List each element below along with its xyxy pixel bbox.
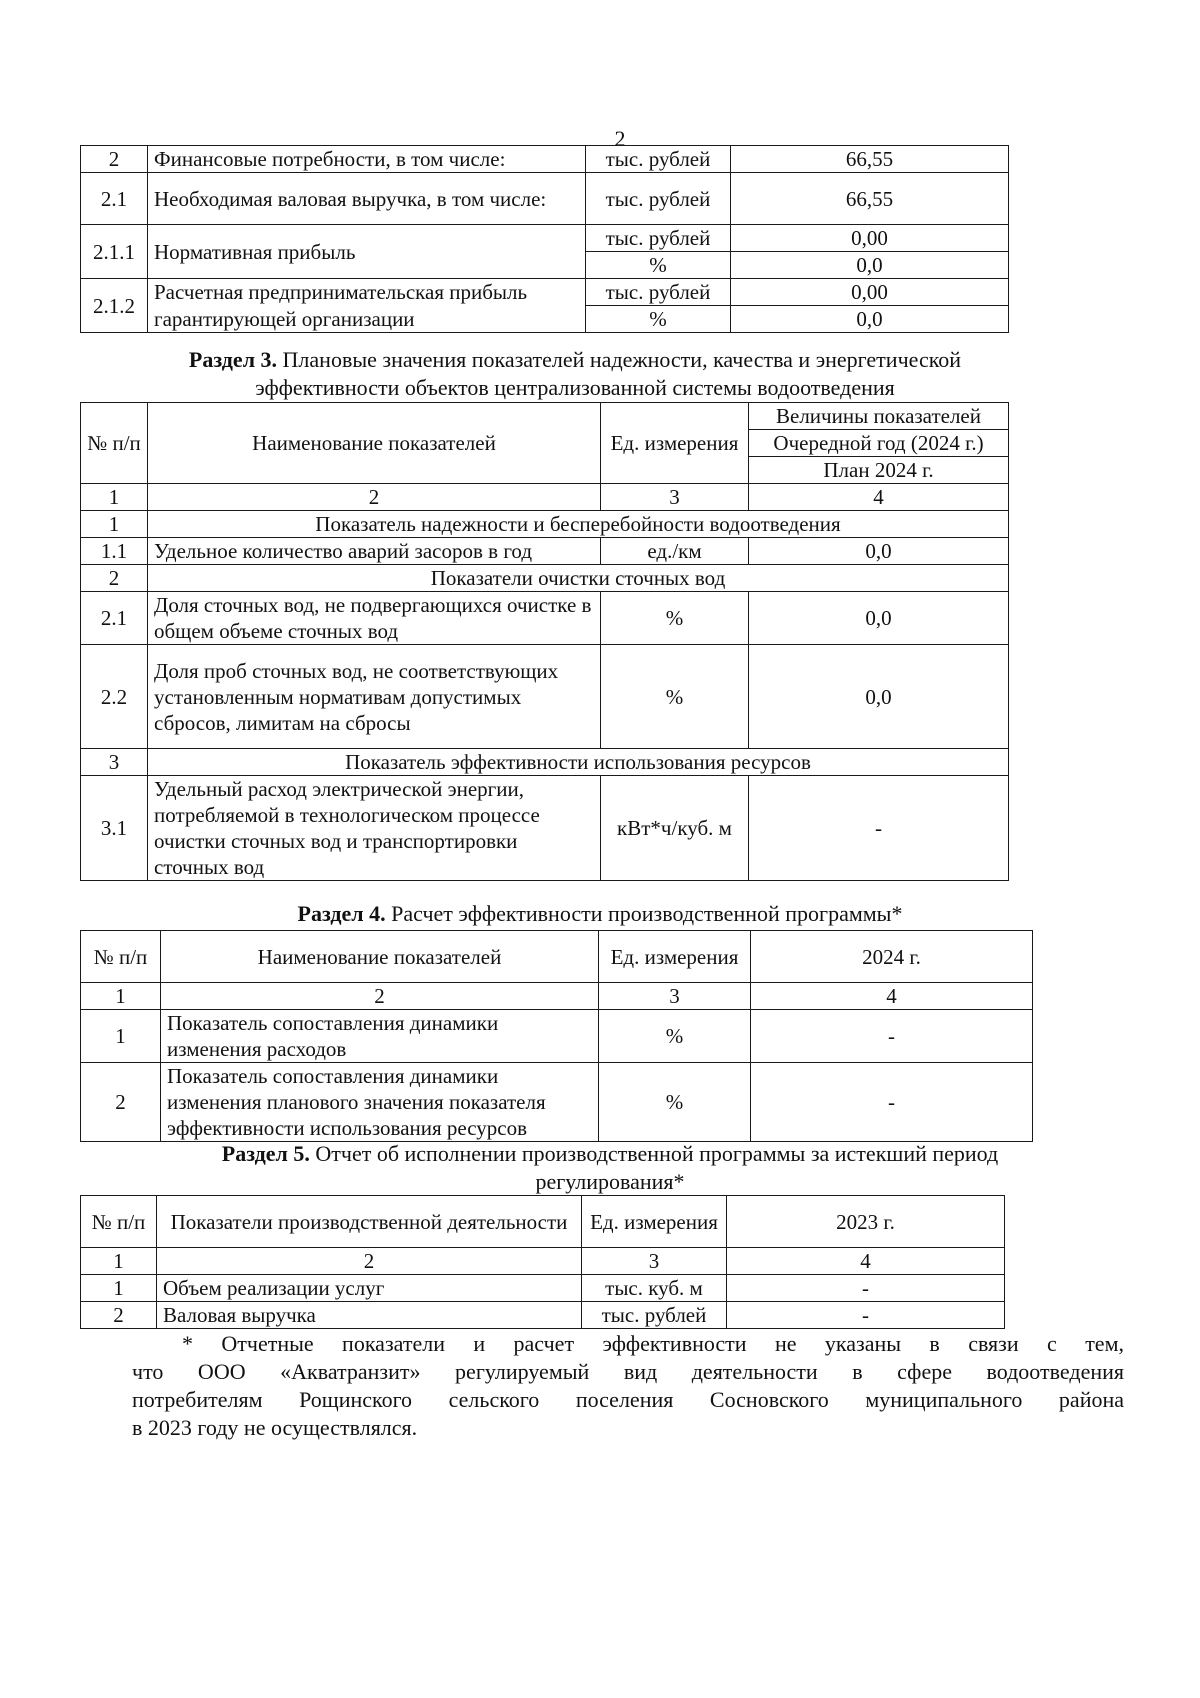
row-unit: кВт*ч/куб. м bbox=[601, 776, 749, 881]
row-unit: тыс. рублей bbox=[586, 279, 731, 306]
row-number: 1.1 bbox=[81, 538, 148, 565]
row-name: Расчетная предпринимательская прибыль bbox=[148, 279, 586, 306]
row-value: - bbox=[727, 1302, 1005, 1329]
row-number: 1 bbox=[81, 1275, 157, 1302]
row-value: 0,0 bbox=[749, 592, 1009, 645]
row-unit: тыс. рублей bbox=[582, 1302, 727, 1329]
section3-title-line1: Плановые значения показателей надежности, качества и энергетической bbox=[282, 347, 962, 372]
row-unit: тыс. куб. м bbox=[582, 1275, 727, 1302]
row-name: Необходимая валовая выручка, в том числе: bbox=[148, 173, 586, 225]
column-number: 2 bbox=[161, 983, 599, 1010]
row-number: 2 bbox=[81, 146, 148, 173]
row-value: 66,55 bbox=[731, 146, 1009, 173]
row-name: гарантирующей организации bbox=[148, 306, 586, 333]
row-unit: % bbox=[586, 252, 731, 279]
row-value: 0,0 bbox=[731, 252, 1009, 279]
header-plan: План 2024 г. bbox=[749, 457, 1009, 484]
row-unit: тыс. рублей bbox=[586, 173, 731, 225]
table-row bbox=[81, 1302, 1005, 1329]
financial-needs-table bbox=[80, 145, 1009, 333]
row-value: - bbox=[751, 1063, 1033, 1142]
section5-title-line2: регулирования* bbox=[535, 1169, 685, 1194]
header-num: № п/п bbox=[81, 1196, 157, 1248]
row-unit: ед./км bbox=[601, 538, 749, 565]
column-number: 4 bbox=[727, 1248, 1005, 1275]
table-row bbox=[81, 225, 1009, 252]
column-number: 3 bbox=[582, 1248, 727, 1275]
table-row bbox=[81, 1010, 1033, 1063]
column-number-row bbox=[81, 484, 1009, 511]
footnote-line2: что ООО «Акватранзит» регулируемый вид деятельности в сфере водоотведения bbox=[132, 1359, 1124, 1384]
header-row bbox=[81, 931, 1033, 983]
row-unit: тыс. рублей bbox=[586, 225, 731, 252]
footnote-line4: в 2023 году не осуществлялся. bbox=[132, 1415, 418, 1440]
group-title: Показатель надежности и бесперебойности водоотведения bbox=[148, 511, 1009, 538]
row-number: 2.1 bbox=[81, 592, 148, 645]
group-number: 2 bbox=[81, 565, 148, 592]
column-number: 3 bbox=[601, 484, 749, 511]
row-number: 2.1.1 bbox=[81, 225, 148, 279]
header-num: № п/п bbox=[81, 931, 161, 983]
row-name: Показатель сопоставления динамики изменения планового значения показателя эффективности использования ресурсов bbox=[161, 1063, 599, 1142]
row-unit: % bbox=[601, 592, 749, 645]
row-value: 0,0 bbox=[749, 538, 1009, 565]
section3-title bbox=[80, 346, 1070, 402]
row-value: - bbox=[751, 1010, 1033, 1063]
group-row bbox=[81, 565, 1009, 592]
footnote-line1: * Отчетные показатели и расчет эффективности не указаны в связи с тем, bbox=[182, 1331, 1124, 1356]
section5-title-bold: Раздел 5. bbox=[221, 1141, 310, 1166]
group-title: Показатели очистки сточных вод bbox=[148, 565, 1009, 592]
row-name: Удельный расход электрической энергии, потребляемой в технологическом процессе очистки сточных вод и транспортировки сточных вод bbox=[148, 776, 601, 881]
header-num: № п/п bbox=[81, 403, 148, 484]
row-name: Доля сточных вод, не подвергающихся очистке в общем объеме сточных вод bbox=[148, 592, 601, 645]
column-number: 4 bbox=[751, 983, 1033, 1010]
table-row bbox=[81, 1275, 1005, 1302]
row-value: 66,55 bbox=[731, 173, 1009, 225]
table-row bbox=[81, 146, 1009, 173]
table-row bbox=[81, 279, 1009, 306]
table-row bbox=[81, 776, 1009, 881]
section4-title bbox=[80, 900, 1120, 928]
table-row bbox=[81, 1063, 1033, 1142]
table-row bbox=[81, 173, 1009, 225]
row-unit: % bbox=[586, 306, 731, 333]
table-row bbox=[81, 645, 1009, 749]
group-row bbox=[81, 749, 1009, 776]
column-number: 1 bbox=[81, 484, 148, 511]
header-year: Очередной год (2024 г.) bbox=[749, 430, 1009, 457]
header-values: Величины показателей bbox=[749, 403, 1009, 430]
section3-title-line2: эффективности объектов централизованной системы водоотведения bbox=[255, 375, 895, 400]
row-name: Показатель сопоставления динамики изменения расходов bbox=[161, 1010, 599, 1063]
column-number-row bbox=[81, 983, 1033, 1010]
row-name: Удельное количество аварий засоров в год bbox=[148, 538, 601, 565]
header-year: 2023 г. bbox=[727, 1196, 1005, 1248]
column-number: 1 bbox=[81, 1248, 157, 1275]
row-unit: % bbox=[599, 1010, 751, 1063]
row-number: 2 bbox=[81, 1302, 157, 1329]
header-year: 2024 г. bbox=[751, 931, 1033, 983]
group-title: Показатель эффективности использования ресурсов bbox=[148, 749, 1009, 776]
row-unit: % bbox=[601, 645, 749, 749]
header-row bbox=[81, 1196, 1005, 1248]
row-value: 0,00 bbox=[731, 279, 1009, 306]
row-value: - bbox=[749, 776, 1009, 881]
row-value: 0,00 bbox=[731, 225, 1009, 252]
header-unit: Ед. измерения bbox=[599, 931, 751, 983]
row-name: Валовая выручка bbox=[157, 1302, 582, 1329]
header-name: Показатели производственной деятельности bbox=[157, 1196, 582, 1248]
section5-title-line1: Отчет об исполнении производственной программы за истекший период bbox=[315, 1141, 999, 1166]
row-unit: тыс. рублей bbox=[586, 146, 731, 173]
header-row bbox=[81, 403, 1009, 430]
group-number: 3 bbox=[81, 749, 148, 776]
header-name: Наименование показателей bbox=[148, 403, 601, 484]
section4-title-rest: Расчет эффективности производственной программы* bbox=[391, 901, 903, 926]
table-row bbox=[81, 592, 1009, 645]
section4-title-bold: Раздел 4. bbox=[297, 901, 386, 926]
column-number: 1 bbox=[81, 983, 161, 1010]
footnote bbox=[132, 1330, 1124, 1442]
group-number: 1 bbox=[81, 511, 148, 538]
column-number: 2 bbox=[148, 484, 601, 511]
row-name: Нормативная прибыль bbox=[148, 225, 586, 279]
section3-title-bold: Раздел 3. bbox=[188, 347, 278, 372]
section4-table bbox=[80, 930, 1033, 1142]
row-number: 2 bbox=[81, 1063, 161, 1142]
section3-table bbox=[80, 402, 1009, 881]
column-number: 2 bbox=[157, 1248, 582, 1275]
page-number: 2 bbox=[614, 126, 626, 151]
column-number: 4 bbox=[749, 484, 1009, 511]
header-unit: Ед. измерения bbox=[582, 1196, 727, 1248]
group-row bbox=[81, 511, 1009, 538]
row-name: Объем реализации услуг bbox=[157, 1275, 582, 1302]
row-value: 0,0 bbox=[731, 306, 1009, 333]
table-row bbox=[81, 306, 1009, 333]
row-unit: % bbox=[599, 1063, 751, 1142]
row-number: 2.1.2 bbox=[81, 279, 148, 333]
section5-table bbox=[80, 1195, 1005, 1329]
row-number: 2.1 bbox=[81, 173, 148, 225]
row-number: 1 bbox=[81, 1010, 161, 1063]
column-number: 3 bbox=[599, 983, 751, 1010]
header-name: Наименование показателей bbox=[161, 931, 599, 983]
row-name: Доля проб сточных вод, не соответствующих установленным нормативам допустимых сбросов, лимитам на сбросы bbox=[148, 645, 601, 749]
row-number: 2.2 bbox=[81, 645, 148, 749]
row-number: 3.1 bbox=[81, 776, 148, 881]
section5-title bbox=[180, 1140, 1040, 1196]
row-value: - bbox=[727, 1275, 1005, 1302]
column-number-row bbox=[81, 1248, 1005, 1275]
footnote-line3: потребителям Рощинского сельского поселения Сосновского муниципального района bbox=[132, 1387, 1124, 1412]
table-row bbox=[81, 538, 1009, 565]
row-value: 0,0 bbox=[749, 645, 1009, 749]
row-name: Финансовые потребности, в том числе: bbox=[148, 146, 586, 173]
header-unit: Ед. измерения bbox=[601, 403, 749, 484]
